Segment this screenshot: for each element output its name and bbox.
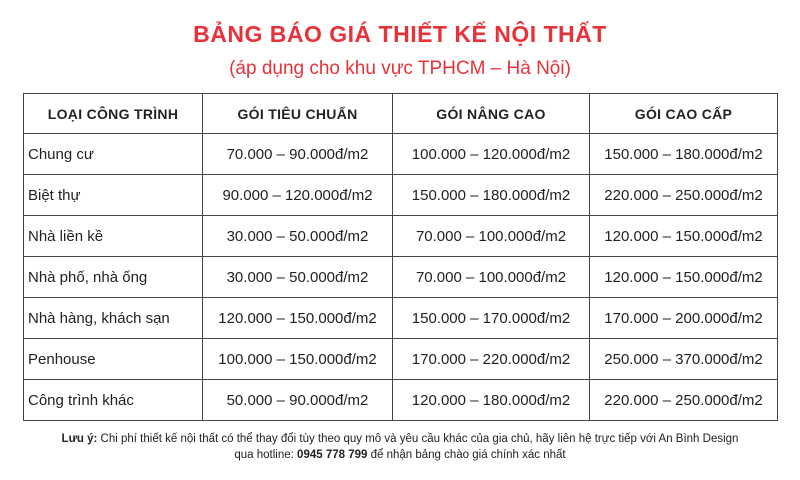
table-row <box>24 380 778 421</box>
column-header-building-type: LOẠI CÔNG TRÌNH <box>24 94 203 134</box>
price-cell: 120.000 – 150.000đ/m2 <box>590 257 778 298</box>
footnote-line-2 <box>0 447 800 463</box>
price-cell: 170.000 – 200.000đ/m2 <box>590 298 778 339</box>
footnote <box>0 431 800 463</box>
price-cell: 250.000 – 370.000đ/m2 <box>590 339 778 380</box>
row-label: Penhouse <box>24 339 203 380</box>
price-cell: 120.000 – 150.000đ/m2 <box>203 298 393 339</box>
footnote-line-1 <box>0 431 800 447</box>
price-cell: 30.000 – 50.000đ/m2 <box>203 257 393 298</box>
column-header-premium-package: GÓI CAO CẤP <box>590 94 778 134</box>
table-header-row <box>24 94 778 134</box>
table-row <box>24 339 778 380</box>
price-cell: 70.000 – 90.000đ/m2 <box>203 134 393 175</box>
table-row <box>24 257 778 298</box>
row-label: Nhà hàng, khách sạn <box>24 298 203 339</box>
price-cell: 170.000 – 220.000đ/m2 <box>393 339 590 380</box>
table-row <box>24 216 778 257</box>
price-cell: 150.000 – 180.000đ/m2 <box>590 134 778 175</box>
footnote-text: Chi phí thiết kế nội thất có thể thay đổi tùy theo quy mô và yêu cầu khác của gia chủ, hãy liên hệ trực tiếp với An Bình Design <box>97 433 739 445</box>
price-cell: 120.000 – 150.000đ/m2 <box>590 216 778 257</box>
row-label: Chung cư <box>24 134 203 175</box>
hotline-prefix: qua hotline: <box>234 449 298 461</box>
price-cell: 30.000 – 50.000đ/m2 <box>203 216 393 257</box>
row-label: Biệt thự <box>24 175 203 216</box>
hotline-suffix: để nhận bảng chào giá chính xác nhất <box>367 449 566 461</box>
price-cell: 220.000 – 250.000đ/m2 <box>590 175 778 216</box>
price-cell: 220.000 – 250.000đ/m2 <box>590 380 778 421</box>
price-cell: 70.000 – 100.000đ/m2 <box>393 216 590 257</box>
hotline-number: 0945 778 799 <box>297 449 368 461</box>
price-cell: 150.000 – 170.000đ/m2 <box>393 298 590 339</box>
price-cell: 90.000 – 120.000đ/m2 <box>203 175 393 216</box>
column-header-standard-package: GÓI TIÊU CHUẨN <box>203 94 393 134</box>
row-label: Công trình khác <box>24 380 203 421</box>
table-row <box>24 134 778 175</box>
price-cell: 150.000 – 180.000đ/m2 <box>393 175 590 216</box>
price-cell: 100.000 – 120.000đ/m2 <box>393 134 590 175</box>
column-header-advanced-package: GÓI NÂNG CAO <box>393 94 590 134</box>
price-table <box>23 93 778 421</box>
price-cell: 120.000 – 180.000đ/m2 <box>393 380 590 421</box>
price-cell: 50.000 – 90.000đ/m2 <box>203 380 393 421</box>
price-cell: 100.000 – 150.000đ/m2 <box>203 339 393 380</box>
row-label: Nhà phố, nhà ống <box>24 257 203 298</box>
price-cell: 70.000 – 100.000đ/m2 <box>393 257 590 298</box>
row-label: Nhà liền kề <box>24 216 203 257</box>
table-row <box>24 298 778 339</box>
table-row <box>24 175 778 216</box>
page-title: BẢNG BÁO GIÁ THIẾT KẾ NỘI THẤT <box>193 21 607 47</box>
page-subtitle: (áp dụng cho khu vực TPHCM – Hà Nội) <box>229 58 571 79</box>
footnote-label: Lưu ý: <box>61 433 98 445</box>
